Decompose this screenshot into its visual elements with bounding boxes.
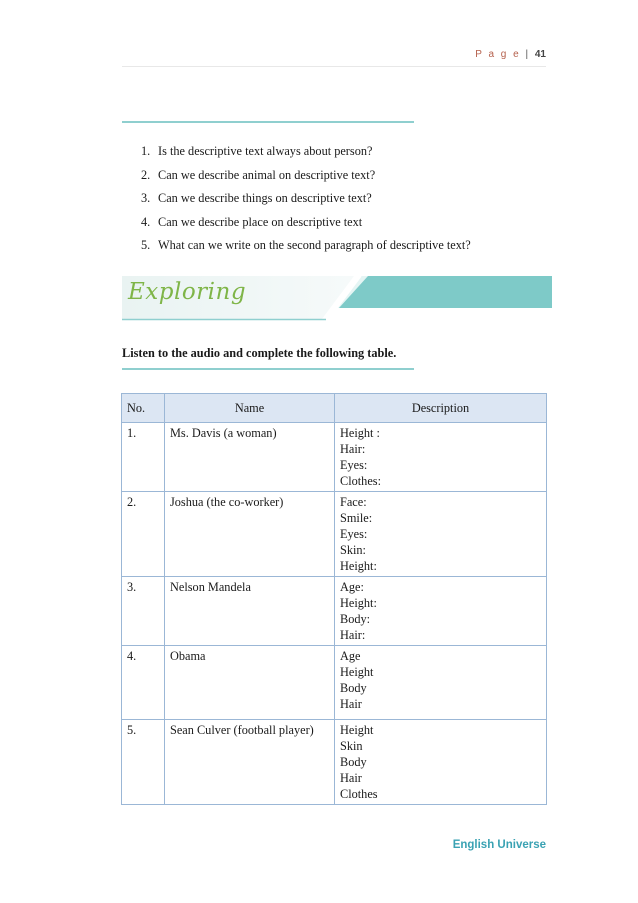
list-item — [122, 164, 552, 188]
page-separator: | — [525, 49, 531, 60]
question-text: Can we describe things on descriptive text? — [158, 191, 372, 205]
description-line: Clothes: — [340, 474, 381, 488]
description-line: Hair — [340, 697, 362, 711]
description-line: Height: — [340, 559, 377, 573]
question-number: 4. — [141, 214, 151, 229]
question-number: 2. — [141, 167, 151, 182]
row-description — [335, 720, 547, 805]
row-name: Nelson Mandela — [165, 577, 335, 646]
table-row — [122, 577, 547, 646]
page-number: 41 — [534, 49, 546, 60]
row-name: Sean Culver (football player) — [165, 720, 335, 805]
header-divider — [122, 66, 546, 67]
list-item — [122, 211, 552, 235]
description-line: Body — [340, 755, 367, 769]
row-description — [335, 577, 547, 646]
description-line: Hair — [340, 771, 362, 785]
table-header-row — [122, 394, 547, 423]
column-header-description: Description — [335, 394, 547, 423]
row-number: 4. — [122, 646, 165, 720]
list-item — [122, 234, 552, 258]
instruction-text: Listen to the audio and complete the following table. — [122, 346, 397, 360]
section-banner — [122, 275, 552, 321]
description-line: Skin — [340, 739, 363, 753]
row-name: Joshua (the co-worker) — [165, 492, 335, 577]
table-row — [122, 492, 547, 577]
description-line: Body — [340, 681, 367, 695]
row-description — [335, 423, 547, 492]
description-line: Age: — [340, 580, 364, 594]
description-line: Height : — [340, 426, 380, 440]
footer-text: English Universe — [452, 839, 546, 851]
section-divider-bottom — [122, 368, 414, 370]
row-name: Ms. Davis (a woman) — [165, 423, 335, 492]
question-text: Can we describe animal on descriptive text? — [158, 167, 376, 182]
column-header-name: Name — [165, 394, 335, 423]
description-table — [121, 393, 547, 805]
row-number: 5. — [122, 720, 165, 805]
section-divider-top — [122, 121, 414, 123]
row-name: Obama — [165, 646, 335, 720]
page-header — [475, 49, 546, 60]
row-number: 2. — [122, 492, 165, 577]
column-header-no: No. — [122, 394, 165, 423]
question-text: Is the descriptive text always about person? — [158, 144, 373, 158]
description-line: Eyes: — [340, 527, 368, 541]
description-line: Hair: — [340, 442, 366, 456]
row-description — [335, 646, 547, 720]
description-line: Height: — [340, 596, 377, 610]
list-item — [122, 140, 552, 164]
section-title: Exploring — [128, 279, 247, 305]
description-line: Smile: — [340, 511, 373, 525]
question-number: 5. — [141, 238, 151, 252]
question-text: What can we write on the second paragraph of descriptive text? — [158, 238, 471, 252]
table-row — [122, 720, 547, 805]
description-line: Age — [340, 649, 361, 663]
list-item — [122, 187, 552, 211]
row-number: 3. — [122, 577, 165, 646]
description-line: Hair: — [340, 628, 366, 642]
question-number: 1. — [141, 144, 151, 158]
question-list — [122, 140, 552, 258]
page-label: P a g e — [475, 49, 521, 60]
description-line: Face: — [340, 495, 367, 509]
table-row — [122, 646, 547, 720]
description-line: Clothes — [340, 787, 378, 801]
description-line: Skin: — [340, 543, 366, 557]
row-number: 1. — [122, 423, 165, 492]
table-row — [122, 423, 547, 492]
description-line: Body: — [340, 612, 371, 626]
question-text: Can we describe place on descriptive text — [158, 214, 363, 229]
question-number: 3. — [141, 191, 151, 205]
description-line: Height — [340, 723, 374, 737]
row-description — [335, 492, 547, 577]
description-line: Height — [340, 665, 374, 679]
description-line: Eyes: — [340, 458, 368, 472]
